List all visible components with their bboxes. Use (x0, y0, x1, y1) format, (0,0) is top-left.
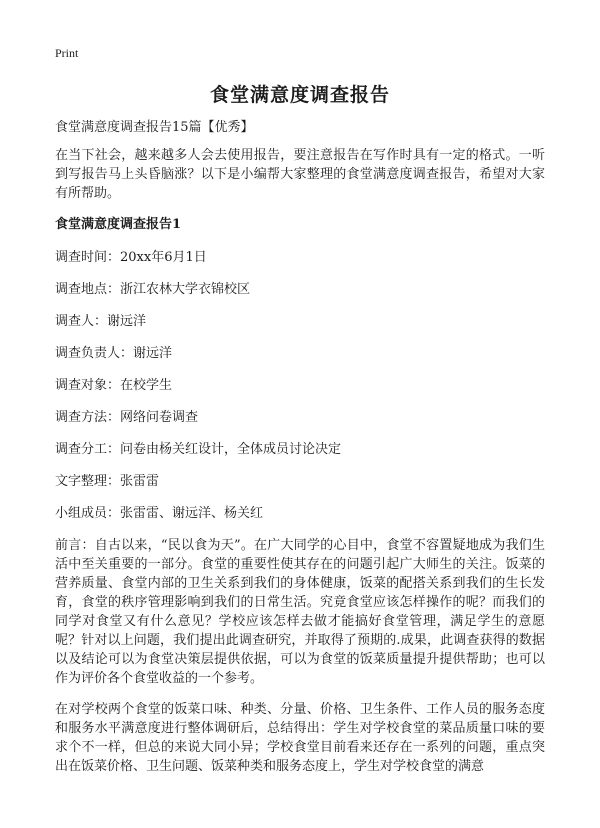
field-survey-method: 调查方法：网络问卷调查 (55, 410, 199, 425)
page-title: 食堂满意度调查报告 (209, 84, 390, 106)
body-paragraph: 在对学校两个食堂的饭菜口味、种类、分量、价格、卫生条件、工作人员的服务态度和服务水平满意度进行整体调研后，总结得出：学生对学校食堂的菜品质量口味的要求个不一样，但总的来说大同小异；学校食堂目前看来还存在一系列的问题，重点突出在饭菜价格、卫生问题、饭菜种类和服务态度上，学生对学校食堂的满意 (55, 702, 545, 774)
field-surveyor: 调查人：谢远洋 (55, 314, 147, 329)
field-survey-location: 调查地点：浙江农林大学衣锦校区 (55, 282, 251, 297)
field-text-editor: 文字整理：张雷雷 (55, 474, 160, 489)
field-team-members: 小组成员：张雷雷、谢远洋、杨关红 (55, 506, 264, 521)
preface-paragraph: 前言：自古以来，“民以食为天”。在广大同学的心目中，食堂不容置疑地成为我们生活中至关重要的一部分。食堂的重要性使其存在的问题引起广大师生的关注。饭菜的营养质量、食堂内部的卫生关系到我们的身体健康，饭菜的配搭关系到我们的生长发育，食堂的秩序管理影响到我们的日常生活。究竟食堂应该怎样操作的呢？而我们的同学对食堂又有什么意见？学校应该怎样去做才能搞好食堂管理，满足学生的意愿呢？针对以上问题，我们提出此调查研究，并取得了预期的.成果，此调查获得的数据以及结论可以为食堂决策层提供依据，可以为食堂的饭菜质量提升提供帮助；也可以作为评价各个食堂收益的一个参考。 (55, 538, 545, 686)
field-survey-lead: 调查负责人：谢远洋 (55, 346, 173, 361)
intro-paragraph: 在当下社会，越来越多人会去使用报告，要注意报告在写作时具有一定的格式。一听到写报告马上头昏脑涨？以下是小编帮大家整理的食堂满意度调查报告，希望对大家有所帮助。 (55, 148, 545, 201)
document-subtitle: 食堂满意度调查报告15篇【优秀】 (55, 120, 254, 135)
document-content (55, 118, 545, 776)
print-label: Print (55, 46, 79, 60)
field-survey-target: 调查对象：在校学生 (55, 378, 173, 393)
field-survey-time: 调查时间：20xx年6月1日 (55, 250, 207, 265)
field-division-of-work: 调查分工：问卷由杨关红设计，全体成员讨论决定 (55, 442, 342, 457)
section-heading: 食堂满意度调查报告1 (55, 217, 182, 232)
